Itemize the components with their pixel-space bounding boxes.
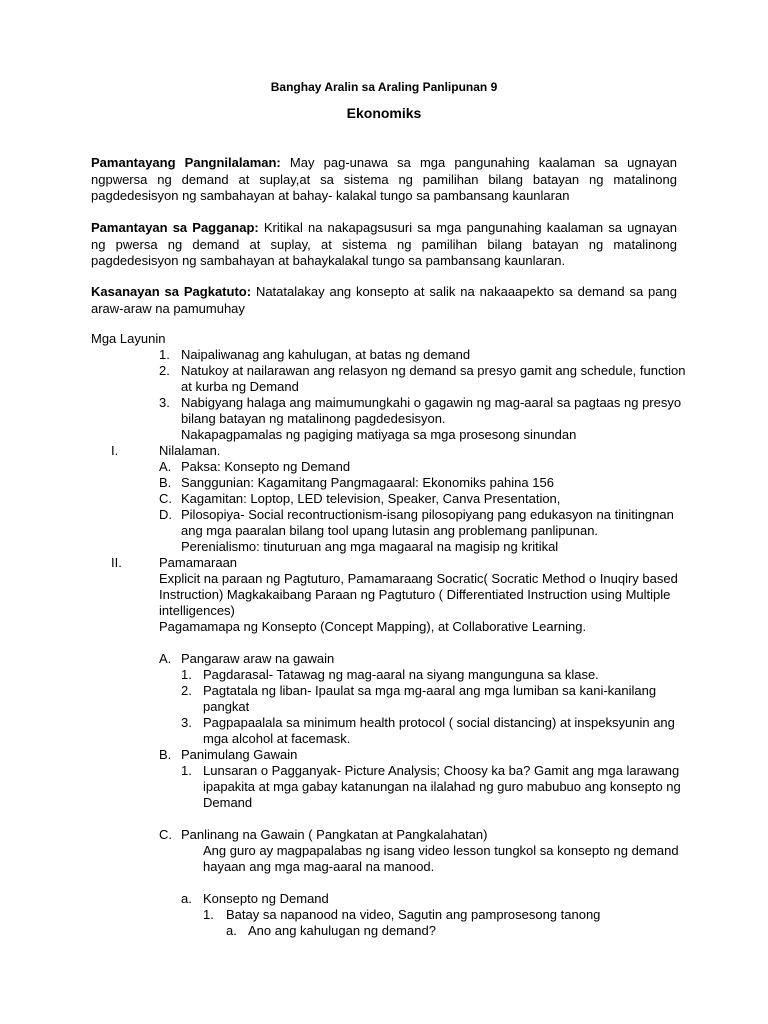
list-item: Perenialismo: tinuturuan ang mga magaaral na magisip ng kritikal (181, 539, 559, 554)
list-number: 1. (181, 763, 192, 778)
list-item: Pagpapaalala sa minimum health protocol ( social distancing) at inspeksyunin ang (203, 715, 675, 730)
list-item: Pagtatala ng liban- Ipaulat sa mga mg-aaral ang mga lumiban sa kani-kanilang (203, 683, 657, 698)
list-letter: C. (159, 491, 172, 506)
list-number: 2. (181, 683, 192, 698)
objectives-heading: Mga Layunin (91, 331, 166, 346)
list-number: 3. (181, 715, 192, 730)
list-letter: A. (159, 651, 172, 666)
objective-text: Natukoy at nailarawan ang relasyon ng demand sa presyo gamit ang schedule, function (181, 363, 686, 378)
section-title: Nilalaman. (159, 443, 221, 458)
section-number: II. (111, 555, 122, 570)
list-letter: C. (159, 827, 172, 842)
learning-competency-label: Kasanayan sa Pagkatuto: (91, 284, 252, 299)
list-item: Pagdarasal- Tatawag ng mag-aaral na siyang mangunguna sa klase. (203, 667, 599, 682)
question-text: Ano ang kahulugan ng demand? (248, 923, 436, 938)
objective-number: 3. (159, 395, 170, 410)
subsection-title: Panlinang na Gawain ( Pangkatan at Pangkalahatan) (181, 827, 488, 842)
list-item: Demand (203, 795, 253, 810)
list-letter: A. (159, 459, 172, 474)
list-number: 1. (181, 667, 192, 682)
list-item: pangkat (203, 699, 250, 714)
list-item: ang mga paaralan bilang tool upang lutasin ang problemang panlipunan. (181, 523, 599, 538)
objective-number: 1. (159, 347, 170, 362)
objective-text: Nabigyang halaga ang maimumungkahi o gagawin ng mag-aaral sa pagtaas ng presyo (181, 395, 682, 410)
list-letter: B. (159, 747, 172, 762)
method-text: intelligences) (159, 603, 235, 618)
list-letter: a. (226, 923, 237, 938)
objective-text: Nakapagpamalas ng pagiging matiyaga sa mga prosesong sinundan (181, 427, 577, 442)
section-number: I. (111, 443, 119, 458)
performance-standard-label: Pamantayan sa Pagganap: (91, 220, 259, 235)
list-letter: B. (159, 475, 172, 490)
section-title: Pamamaraan (159, 555, 238, 570)
method-text: Pagamamapa ng Konsepto (Concept Mapping), at Collaborative Learning. (159, 619, 587, 634)
activity-text: Ang guro ay magpapalabas ng isang video lesson tungkol sa konsepto ng demand (203, 843, 679, 858)
question-instruction: Batay sa napanood na video, Sagutin ang pamprosesong tanong (226, 907, 601, 922)
objective-text: at kurba ng Demand (181, 379, 299, 394)
list-letter: a. (181, 891, 192, 906)
document-title: Banghay Aralin sa Araling Panlipunan 9 (270, 80, 498, 94)
method-text: Instruction) Magkakaibang Paraan ng Pagtuturo ( Differentiated Instruction using Multiple (159, 587, 671, 602)
content-standard-text: May pag-unawa sa mga pangunahing kaalaman sa ugnayan ngpwersa ng demand at suplay,at sa sistema ng pamilihan bilang batayan ng matalinong pagdedesisyon ng sambahayan at bahay- kalakal tungo sa pambansang kaunlaran (91, 155, 677, 203)
list-item: Pilosopiya- Social recontructionism-isang pilosopiyang pang edukasyon na tinitingnan (181, 507, 674, 522)
content-standard-label: Pamantayang Pangnilalaman: (91, 155, 281, 170)
performance-standard (91, 220, 677, 270)
list-item: ipapakita at mga gabay katanungan na ilalahad ng guro mabubuo ang konsepto ng (203, 779, 681, 794)
topic-title: Konsepto ng Demand (203, 891, 329, 906)
subsection-title: Panimulang Gawain (181, 747, 298, 762)
list-item: Lunsaran o Pagganyak- Picture Analysis; Choosy ka ba? Gamit ang mga larawang (203, 763, 680, 778)
content-standard (91, 155, 677, 205)
method-text: Explicit na paraan ng Pagtuturo, Pamamaraang Socratic( Socratic Method o Inuqiry based (159, 571, 678, 586)
performance-standard-text: Kritikal na nakapagsusuri sa mga pangunahing kaalaman sa ugnayan ng pwersa ng demand at suplay, at sistema ng pamilihan bilang batayan ng matalinong pagdedesisyon ng sambahayan at bahaykalakal tungo sa pambansang kaunlaran. (91, 220, 677, 268)
objective-text: bilang batayan ng matalinong pagdedesisyon. (181, 411, 446, 426)
list-item: Sanggunian: Kagamitang Pangmagaaral: Ekonomiks pahina 156 (181, 475, 554, 490)
subsection-title: Pangaraw araw na gawain (181, 651, 335, 666)
list-number: 1. (203, 907, 214, 922)
learning-competency-text: Natatalakay ang konsepto at salik na nakaaapekto sa demand sa pang araw-araw na pamumuhay (91, 284, 677, 316)
document-subtitle: Ekonomiks (346, 105, 422, 121)
objective-text: Naipaliwanag ang kahulugan, at batas ng demand (181, 347, 471, 362)
learning-competency (91, 284, 677, 317)
objective-number: 2. (159, 363, 170, 378)
list-item: Paksa: Konsepto ng Demand (181, 459, 351, 474)
list-item: mga alcohol at facemask. (203, 731, 351, 746)
list-item: Kagamitan: Loptop, LED television, Speaker, Canva Presentation, (181, 491, 561, 506)
activity-text: hayaan ang mga mag-aaral na manood. (203, 859, 435, 874)
list-letter: D. (159, 507, 172, 522)
